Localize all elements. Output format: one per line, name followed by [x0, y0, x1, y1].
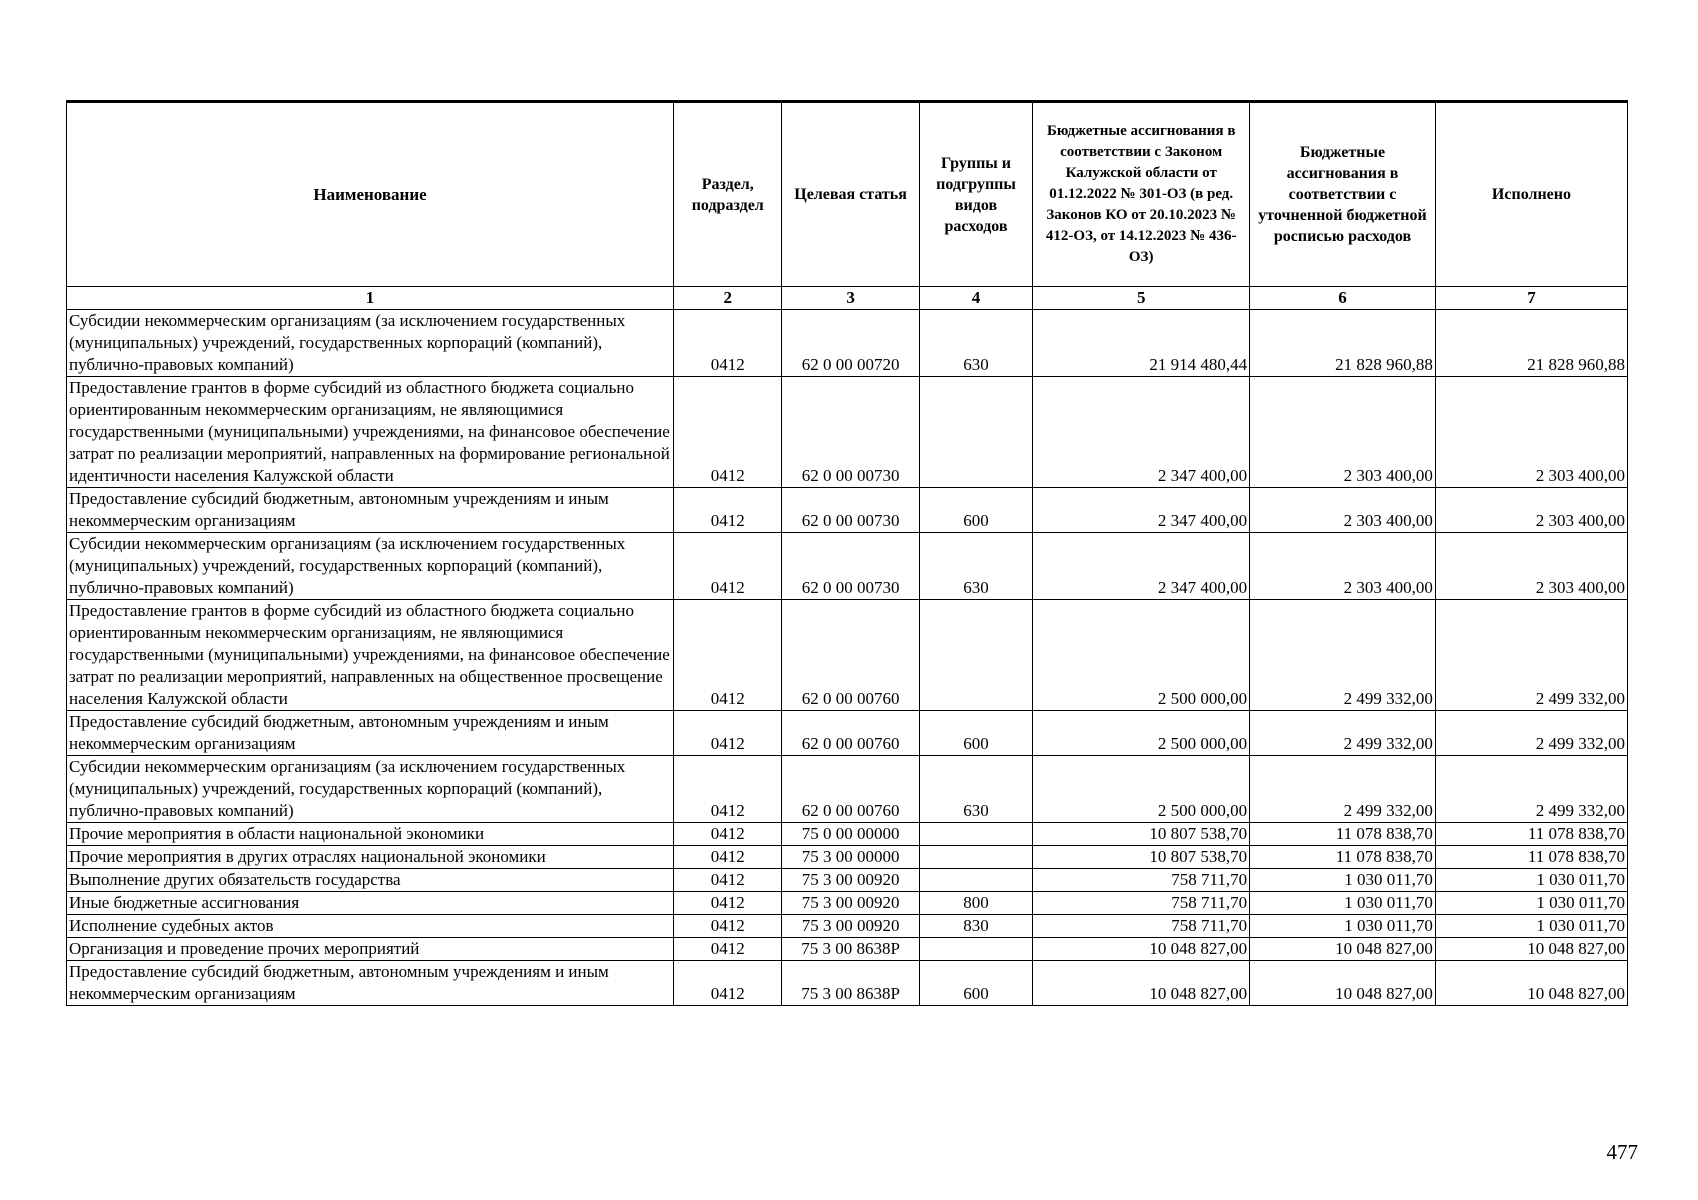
cell-group: [919, 377, 1033, 488]
cell-law-allocations: 21 914 480,44: [1033, 310, 1250, 377]
cell-group: 600: [919, 961, 1033, 1006]
cell-executed: 2 303 400,00: [1435, 488, 1627, 533]
cell-law-allocations: 2 347 400,00: [1033, 533, 1250, 600]
column-number-6: 6: [1250, 287, 1436, 310]
cell-name: Организация и проведение прочих мероприятий: [67, 938, 674, 961]
column-number-3: 3: [782, 287, 919, 310]
cell-name: Субсидии некоммерческим организациям (за исключением государственных (муниципальных) учреждений, государственных корпораций (компаний), публично-правовых компаний): [67, 756, 674, 823]
cell-law-allocations: 758 711,70: [1033, 869, 1250, 892]
cell-group: [919, 600, 1033, 711]
cell-executed: 10 048 827,00: [1435, 961, 1627, 1006]
cell-name: Предоставление грантов в форме субсидий из областного бюджета социально ориентированным некоммерческим организациям, не являющимися государственными (муниципальными) учреждениями, на финансовое обеспечение затрат по реализации мероприятий, направленных на общественное просвещение населения Калужской области: [67, 600, 674, 711]
cell-roster-allocations: 10 048 827,00: [1250, 938, 1436, 961]
cell-article: 62 0 00 00730: [782, 533, 919, 600]
cell-group: 630: [919, 756, 1033, 823]
cell-name: Предоставление субсидий бюджетным, автономным учреждениям и иным некоммерческим организациям: [67, 711, 674, 756]
cell-article: 75 0 00 00000: [782, 823, 919, 846]
header-row: [67, 102, 1628, 287]
header-name: Наименование: [67, 102, 674, 287]
cell-section: 0412: [674, 310, 782, 377]
table-row: [67, 892, 1628, 915]
cell-article: 62 0 00 00730: [782, 377, 919, 488]
cell-section: 0412: [674, 600, 782, 711]
header-article: Целевая статья: [782, 102, 919, 287]
column-number-1: 1: [67, 287, 674, 310]
table-body: [67, 310, 1628, 1006]
page-number: 477: [1606, 1140, 1638, 1164]
cell-article: 75 3 00 00920: [782, 915, 919, 938]
table-row: [67, 915, 1628, 938]
cell-executed: 2 303 400,00: [1435, 533, 1627, 600]
cell-executed: 1 030 011,70: [1435, 915, 1627, 938]
table-row: [67, 377, 1628, 488]
cell-group: 830: [919, 915, 1033, 938]
table-row: [67, 711, 1628, 756]
header-section: Раздел, подраздел: [674, 102, 782, 287]
column-number-7: 7: [1435, 287, 1627, 310]
cell-law-allocations: 10 807 538,70: [1033, 823, 1250, 846]
cell-roster-allocations: 2 303 400,00: [1250, 377, 1436, 488]
cell-section: 0412: [674, 938, 782, 961]
cell-law-allocations: 10 048 827,00: [1033, 938, 1250, 961]
cell-name: Прочие мероприятия в других отраслях национальной экономики: [67, 846, 674, 869]
table-row: [67, 756, 1628, 823]
cell-group: [919, 823, 1033, 846]
cell-group: 800: [919, 892, 1033, 915]
cell-roster-allocations: 11 078 838,70: [1250, 846, 1436, 869]
cell-law-allocations: 758 711,70: [1033, 915, 1250, 938]
column-number-row: [67, 287, 1628, 310]
cell-name: Прочие мероприятия в области национальной экономики: [67, 823, 674, 846]
cell-group: 630: [919, 310, 1033, 377]
cell-roster-allocations: 1 030 011,70: [1250, 869, 1436, 892]
cell-group: [919, 846, 1033, 869]
cell-roster-allocations: 1 030 011,70: [1250, 915, 1436, 938]
column-number-2: 2: [674, 287, 782, 310]
cell-section: 0412: [674, 915, 782, 938]
cell-section: 0412: [674, 533, 782, 600]
cell-roster-allocations: 2 303 400,00: [1250, 533, 1436, 600]
cell-section: 0412: [674, 377, 782, 488]
cell-name: Иные бюджетные ассигнования: [67, 892, 674, 915]
cell-article: 75 3 00 8638Р: [782, 938, 919, 961]
column-number-5: 5: [1033, 287, 1250, 310]
header-roster-allocations: Бюджетные ассигнования в соответствии с уточненной бюджетной росписью расходов: [1250, 102, 1436, 287]
table-row: [67, 600, 1628, 711]
table-row: [67, 846, 1628, 869]
cell-article: 75 3 00 00920: [782, 869, 919, 892]
cell-name: Субсидии некоммерческим организациям (за исключением государственных (муниципальных) учреждений, государственных корпораций (компаний), публично-правовых компаний): [67, 533, 674, 600]
cell-group: 630: [919, 533, 1033, 600]
table-row: [67, 869, 1628, 892]
cell-roster-allocations: 1 030 011,70: [1250, 892, 1436, 915]
cell-article: 62 0 00 00760: [782, 711, 919, 756]
cell-group: [919, 869, 1033, 892]
cell-roster-allocations: 11 078 838,70: [1250, 823, 1436, 846]
cell-law-allocations: 758 711,70: [1033, 892, 1250, 915]
cell-section: 0412: [674, 823, 782, 846]
header-group: Группы и подгруппы видов расходов: [919, 102, 1033, 287]
cell-roster-allocations: 2 499 332,00: [1250, 711, 1436, 756]
cell-article: 62 0 00 00730: [782, 488, 919, 533]
cell-law-allocations: 2 347 400,00: [1033, 488, 1250, 533]
cell-roster-allocations: 2 499 332,00: [1250, 756, 1436, 823]
cell-law-allocations: 2 500 000,00: [1033, 756, 1250, 823]
cell-group: 600: [919, 488, 1033, 533]
cell-law-allocations: 2 500 000,00: [1033, 711, 1250, 756]
cell-section: 0412: [674, 961, 782, 1006]
cell-name: Субсидии некоммерческим организациям (за исключением государственных (муниципальных) учреждений, государственных корпораций (компаний), публично-правовых компаний): [67, 310, 674, 377]
cell-law-allocations: 10 048 827,00: [1033, 961, 1250, 1006]
cell-roster-allocations: 21 828 960,88: [1250, 310, 1436, 377]
cell-law-allocations: 10 807 538,70: [1033, 846, 1250, 869]
cell-name: Исполнение судебных актов: [67, 915, 674, 938]
cell-executed: 11 078 838,70: [1435, 823, 1627, 846]
cell-name: Предоставление грантов в форме субсидий из областного бюджета социально ориентированным некоммерческим организациям, не являющимися государственными (муниципальными) учреждениями, на финансовое обеспечение затрат по реализации мероприятий, направленных на формирование региональной идентичности населения Калужской области: [67, 377, 674, 488]
cell-section: 0412: [674, 846, 782, 869]
table-row: [67, 310, 1628, 377]
cell-executed: 21 828 960,88: [1435, 310, 1627, 377]
cell-article: 62 0 00 00720: [782, 310, 919, 377]
cell-executed: 10 048 827,00: [1435, 938, 1627, 961]
cell-roster-allocations: 2 499 332,00: [1250, 600, 1436, 711]
table-header: [67, 102, 1628, 310]
cell-executed: 11 078 838,70: [1435, 846, 1627, 869]
cell-article: 75 3 00 00000: [782, 846, 919, 869]
cell-law-allocations: 2 500 000,00: [1033, 600, 1250, 711]
table-row: [67, 533, 1628, 600]
cell-executed: 2 499 332,00: [1435, 600, 1627, 711]
cell-roster-allocations: 2 303 400,00: [1250, 488, 1436, 533]
cell-law-allocations: 2 347 400,00: [1033, 377, 1250, 488]
cell-executed: 1 030 011,70: [1435, 892, 1627, 915]
cell-name: Предоставление субсидий бюджетным, автономным учреждениям и иным некоммерческим организациям: [67, 488, 674, 533]
header-executed: Исполнено: [1435, 102, 1627, 287]
table-row: [67, 961, 1628, 1006]
cell-section: 0412: [674, 488, 782, 533]
header-law-allocations: Бюджетные ассигнования в соответствии с Законом Калужской области от 01.12.2022 № 301-ОЗ (в ред. Законов КО от 20.10.2023 № 412-ОЗ, от 14.12.2023 № 436-ОЗ): [1033, 102, 1250, 287]
cell-executed: 2 499 332,00: [1435, 756, 1627, 823]
cell-section: 0412: [674, 892, 782, 915]
cell-roster-allocations: 10 048 827,00: [1250, 961, 1436, 1006]
cell-executed: 2 499 332,00: [1435, 711, 1627, 756]
table-row: [67, 488, 1628, 533]
table-row: [67, 938, 1628, 961]
cell-executed: 2 303 400,00: [1435, 377, 1627, 488]
budget-table: [66, 100, 1628, 1006]
cell-section: 0412: [674, 756, 782, 823]
cell-name: Выполнение других обязательств государства: [67, 869, 674, 892]
cell-section: 0412: [674, 869, 782, 892]
table-row: [67, 823, 1628, 846]
cell-name: Предоставление субсидий бюджетным, автономным учреждениям и иным некоммерческим организациям: [67, 961, 674, 1006]
column-number-4: 4: [919, 287, 1033, 310]
cell-section: 0412: [674, 711, 782, 756]
cell-article: 62 0 00 00760: [782, 600, 919, 711]
cell-article: 75 3 00 8638Р: [782, 961, 919, 1006]
cell-article: 62 0 00 00760: [782, 756, 919, 823]
cell-group: 600: [919, 711, 1033, 756]
cell-executed: 1 030 011,70: [1435, 869, 1627, 892]
cell-group: [919, 938, 1033, 961]
cell-article: 75 3 00 00920: [782, 892, 919, 915]
